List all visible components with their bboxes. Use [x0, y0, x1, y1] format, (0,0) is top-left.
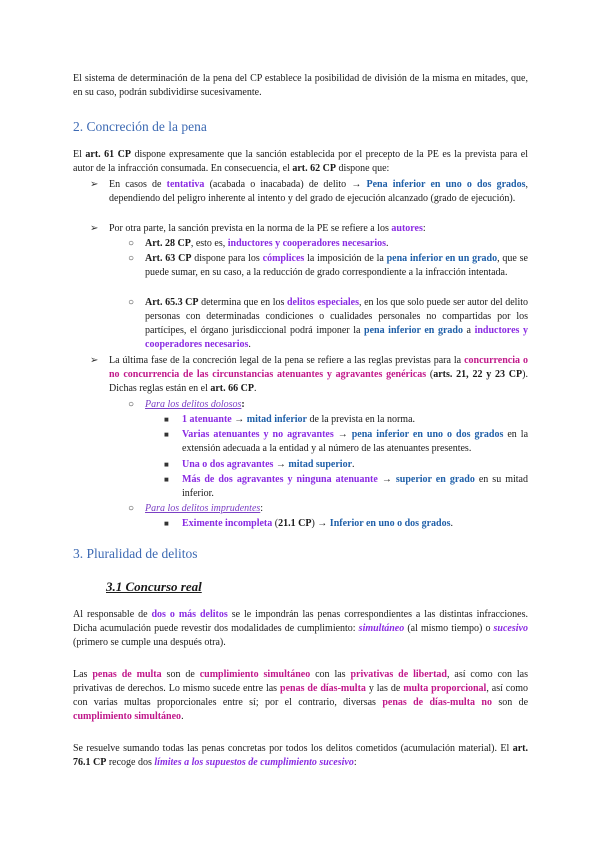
- item-1-atenuante: 1 atenuante → mitad inferior de la prevista en la norma.: [182, 414, 416, 425]
- item-art63: Art. 63 CP dispone para los cómplices la imposición de la pena inferior en un grado, que se puede sumar, en su caso, a la reducción de grado correspondiente a la infracción intentada.: [145, 253, 528, 278]
- square-bullet-icon: ■: [164, 460, 169, 469]
- circle-bullet-icon: ○: [128, 253, 135, 264]
- item-art65: Art. 65.3 CP determina que en los delitos especiales, en los que solo puede ser autor del delito personas con determinadas condiciones o cualidades personales no compartidas por los partícipes, el órgano jurisdiccional podrá imponer la pena inferior en grado a inductores y cooperadores necesarios.: [145, 297, 529, 350]
- item-mas-agravantes: Más de dos agravantes y ninguna atenuante → superior en grado en su mitad inferior.: [182, 474, 528, 499]
- section-heading-concrecion: 2. Concreción de la pena: [73, 119, 207, 134]
- arrow-bullet-icon: ➢: [90, 355, 99, 366]
- arrow-bullet-icon: ➢: [90, 179, 99, 190]
- circle-bullet-icon: ○: [128, 297, 135, 308]
- square-bullet-icon: ■: [164, 430, 169, 439]
- bullet-autores: Por otra parte, la sanción prevista en la norma de la PE se refiere a los autores:: [109, 223, 426, 234]
- square-bullet-icon: ■: [164, 475, 169, 484]
- paragraph-art61: El art. 61 CP dispone expresamente que la sanción establecida por el precepto de la PE es la prevista para el autor de la infracción consumada. En consecuencia, el art. 62 CP dispone que:: [73, 149, 529, 174]
- arrow-bullet-icon: ➢: [90, 223, 99, 234]
- paragraph-acumulacion: Al responsable de dos o más delitos se le impondrán las penas correspondientes a las distintas infracciones. Dicha acumulación puede revestir dos modalidades de cumplimiento: simultáneo (al mismo tiempo) o sucesivo (primero se cumple una después otra).: [73, 609, 528, 648]
- paragraph-multas: Las penas de multa son de cumplimiento simultáneo con las privativas de libertad, así como con las privativas de derechos. Lo mismo sucede entre las penas de días-multa y las de multa proporcional, así como con varias multas proporcionales entre sí; por el contrario, diversas penas de días-multa no son de cumplimiento simultáneo.: [73, 669, 529, 722]
- square-bullet-icon: ■: [164, 519, 169, 528]
- circle-bullet-icon: ○: [128, 503, 135, 514]
- link-delitos-imprudentes[interactable]: Para los delitos imprudentes: [145, 503, 261, 514]
- item-dolosos: Para los delitos dolosos:: [145, 399, 245, 410]
- circle-bullet-icon: ○: [128, 238, 135, 249]
- link-delitos-dolosos[interactable]: Para los delitos dolosos: [145, 399, 242, 410]
- section-heading-pluralidad: 3. Pluralidad de delitos: [73, 546, 198, 561]
- bullet-tentativa: En casos de tentativa (acabada o inacabada) de delito → Pena inferior en uno o dos grados, dependiendo del peligro inherente al intento y del grado de ejecución alcanzado (grado de ejecución).: [109, 179, 528, 204]
- item-agravantes: Una o dos agravantes → mitad superior.: [182, 459, 355, 470]
- bullet-circunstancias: La última fase de la concreción legal de la pena se refiere a las reglas previstas para la concurrencia o no concurrencia de las circunstancias atenuantes y agravantes genéricas (arts. 21, 22 y 23 CP). Dichas reglas están en el art. 66 CP.: [109, 355, 528, 394]
- subsection-heading-concurso-real: 3.1 Concurso real: [106, 579, 202, 594]
- item-eximente: Eximente incompleta (21.1 CP) → Inferior en uno o dos grados.: [182, 518, 453, 529]
- intro-paragraph: El sistema de determinación de la pena del CP establece la posibilidad de división de la misma en mitades, que, en su caso, podrán subdividirse sucesivamente.: [73, 73, 528, 98]
- circle-bullet-icon: ○: [128, 399, 135, 410]
- item-imprudentes: Para los delitos imprudentes:: [145, 503, 264, 514]
- square-bullet-icon: ■: [164, 415, 169, 424]
- item-varias-atenuantes: Varias atenuantes y no agravantes → pena inferior en uno o dos grados en la extensión adecuada a la entidad y al número de las atenuantes presentes.: [182, 429, 529, 454]
- item-art28: Art. 28 CP, esto es, inductores y cooperadores necesarios.: [145, 238, 389, 249]
- paragraph-art76: Se resuelve sumando todas las penas concretas por todos los delitos cometidos (acumulación material). El art. 76.1 CP recoge dos límites a los supuestos de cumplimiento sucesivo:: [73, 743, 528, 768]
